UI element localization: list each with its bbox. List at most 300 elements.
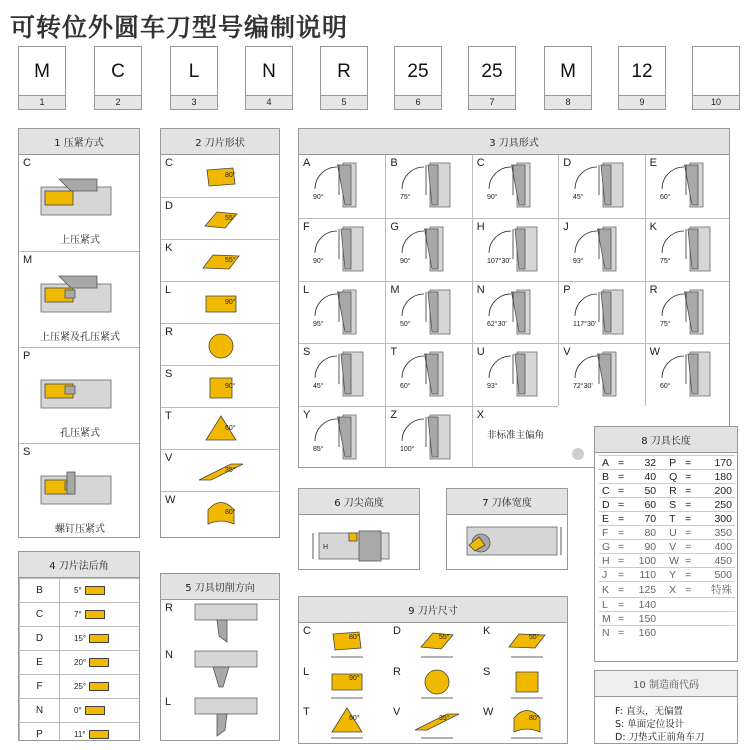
tool-form-diagram [299, 407, 385, 468]
tool-length-code-b: Q [659, 470, 682, 484]
clamping-caption: 螺钉压紧式 [55, 524, 105, 535]
clearance-code: B [20, 579, 60, 603]
insert-shape-code: D [165, 200, 173, 212]
insert-shape-angle: 55° [225, 215, 236, 222]
insert-size-angle: 60° [349, 715, 360, 723]
tool-form-code: Y [303, 409, 311, 422]
insert-shape-code: L [165, 284, 172, 296]
tool-form-cell [385, 281, 471, 344]
clearance-insert-icon [85, 610, 105, 619]
tool-length-code-a: L [599, 598, 615, 612]
tool-form-diagram [386, 344, 472, 407]
tool-length-code-b: T [659, 512, 682, 526]
tool-form-code: B [390, 157, 398, 169]
tool-length-code-a: H [599, 554, 615, 568]
tool-length-eq-b: = [682, 554, 694, 568]
tool-form-cell [472, 343, 558, 406]
clearance-cell [60, 651, 141, 675]
insert-size-angle: 35° [439, 715, 450, 723]
clearance-insert-icon [89, 730, 109, 739]
insert-size-code: R [393, 665, 401, 678]
tool-length-value-b: 170 [694, 456, 735, 470]
tool-form-code: N [476, 283, 485, 296]
tool-form-code: A [303, 157, 311, 169]
tool-length-code-a: D [599, 498, 615, 512]
tool-length-eq-b: = [682, 526, 694, 540]
insert-shape-icon [161, 282, 280, 324]
tool-length-value-a: 140 [627, 598, 659, 612]
tool-length-code-a: C [599, 484, 615, 498]
tool-form-angle: 50° [400, 320, 411, 328]
cutting-direction-title: 5 刀具切削方向 [161, 574, 279, 600]
clearance-code: D [20, 627, 60, 651]
tool-form-diagram [473, 155, 559, 218]
tool-length-row [599, 598, 735, 612]
tool-length-code-a: B [599, 470, 615, 484]
tool-length-eq-a: = [615, 540, 627, 554]
clearance-row [20, 675, 141, 699]
clearance-code: E [20, 651, 60, 675]
tool-form-diagram [299, 344, 385, 407]
tool-length-code-b: U [659, 526, 682, 540]
tool-form-diagram [299, 219, 385, 282]
clamping-diagram [19, 169, 140, 229]
tool-form-angle: 75° [659, 320, 671, 328]
tool-form-angle: 85° [313, 446, 324, 454]
tool-form-caption: 非标准主偏角 [486, 430, 544, 442]
tool-form-angle: 117°30' [573, 320, 597, 328]
tool-form-code: K [649, 220, 657, 233]
clearance-cell [60, 627, 141, 651]
tool-form-cell [472, 218, 558, 281]
clearance-angle: 11° [74, 730, 86, 739]
code-index: 5 [321, 95, 367, 109]
tool-form-diagram [299, 282, 385, 345]
manufacturer-line-3: D: 刀垫式正前角车刀 [615, 732, 705, 743]
cutting-direction-diagram [161, 600, 280, 647]
tool-length-eq-b: = [682, 456, 694, 470]
clamping-caption: 孔压紧式 [60, 428, 100, 439]
clamping-cell [19, 251, 140, 347]
clearance-code: C [20, 603, 60, 627]
tool-length-value-b [694, 626, 735, 640]
code-index: 9 [619, 95, 665, 109]
cutting-direction-code: R [165, 602, 173, 614]
insert-size-angle: 55° [439, 634, 450, 641]
tool-length-value-a: 70 [627, 512, 659, 526]
clearance-cell [60, 723, 141, 742]
tool-form-cell [645, 343, 730, 406]
clamping-panel [18, 128, 140, 538]
insert-size-icon [299, 623, 389, 663]
clamping-code: S [23, 446, 31, 458]
insert-shape-icon [161, 408, 280, 450]
code-value: C [111, 61, 125, 82]
manufacturer-line-1: F: 直头，无偏置 [615, 706, 683, 717]
clearance-insert-icon [89, 658, 109, 667]
tool-form-cell [385, 406, 471, 468]
clearance-angle: 5° [74, 586, 82, 595]
clamping-code: C [23, 157, 31, 169]
tool-form-panel [298, 128, 730, 468]
tool-length-eq-a: = [615, 498, 627, 512]
tool-length-row [599, 526, 735, 540]
tool-length-value-a: 40 [627, 470, 659, 484]
tool-length-code-b [659, 612, 682, 626]
tool-length-value-a: 160 [627, 626, 659, 640]
code-box [394, 46, 442, 110]
tool-length-eq-b: = [682, 484, 694, 498]
tool-form-cell [385, 155, 471, 218]
tool-length-value-b: 500 [694, 568, 735, 582]
tool-length-value-b: 200 [694, 484, 735, 498]
tool-length-value-b: 350 [694, 526, 735, 540]
tool-length-row [599, 568, 735, 582]
body-width-panel [446, 488, 568, 570]
code-box [692, 46, 740, 110]
insert-size-code: V [393, 706, 401, 719]
tool-form-diagram [386, 155, 472, 218]
insert-size-icon [299, 664, 389, 704]
tool-form-diagram [559, 219, 645, 282]
insert-shape-cell [161, 491, 280, 533]
insert-shape-angle: 90° [225, 383, 236, 390]
tool-form-angle: 75° [400, 194, 411, 201]
insert-size-code: D [393, 625, 401, 637]
tool-form-code: J [563, 220, 569, 233]
tool-length-code-a: J [599, 568, 615, 582]
code-index: 3 [171, 95, 217, 109]
insert-size-code: C [303, 625, 311, 637]
code-value: M [34, 61, 50, 82]
insert-size-icon [479, 704, 568, 744]
tool-form-cell [558, 218, 644, 281]
tool-form-diagram [473, 219, 559, 282]
tool-form-angle: 93° [486, 383, 498, 391]
insert-shape-icon [161, 240, 280, 282]
insert-size-icon [389, 704, 479, 744]
tool-length-code-b: Y [659, 568, 682, 582]
insert-shape-code: V [165, 452, 173, 464]
tool-form-cell [472, 155, 558, 218]
tool-length-code-b [659, 626, 682, 640]
tool-length-eq-a: = [615, 554, 627, 568]
clamping-code: P [23, 350, 31, 362]
tool-form-code: E [649, 157, 657, 169]
tool-length-value-a: 110 [627, 568, 659, 582]
clearance-cell [60, 603, 141, 627]
tool-length-eq-b: = [682, 582, 694, 598]
tool-length-eq-b: = [682, 498, 694, 512]
clamping-caption: 上压紧式 [60, 235, 100, 246]
tool-length-value-b: 300 [694, 512, 735, 526]
tool-form-angle: 72°30' [573, 383, 593, 391]
code-value [693, 47, 739, 97]
tool-length-row [599, 540, 735, 554]
clamping-title: 1 压紧方式 [19, 129, 139, 155]
manufacturer-line-2: S: 单面定位设计 [615, 719, 685, 730]
tool-form-diagram [473, 282, 559, 345]
tip-height-panel [298, 488, 420, 570]
tool-length-eq-a: = [615, 598, 627, 612]
insert-size-code: L [303, 665, 310, 678]
tool-length-code-b: R [659, 484, 682, 498]
tool-length-code-a: K [599, 582, 615, 598]
clearance-insert-icon [89, 682, 109, 691]
tool-length-eq-a: = [615, 470, 627, 484]
insert-size-icon [389, 623, 479, 663]
tool-form-angle: 60° [659, 383, 671, 391]
tool-form-cell [645, 281, 730, 344]
code-index: 1 [19, 95, 65, 109]
tool-form-title: 3 刀具形式 [299, 129, 729, 155]
tool-length-value-a: 125 [627, 582, 659, 598]
code-box [245, 46, 293, 110]
tool-form-angle: 75° [659, 257, 671, 265]
manufacturer-panel [594, 670, 738, 744]
tool-length-code-b: W [659, 554, 682, 568]
tool-form-cell [299, 218, 385, 281]
cutting-direction-cell [161, 694, 280, 741]
insert-size-cell [389, 623, 479, 664]
clearance-row [20, 627, 141, 651]
tool-length-value-b [694, 598, 735, 612]
code-index: 8 [545, 95, 591, 109]
insert-size-code: W [483, 706, 494, 719]
tool-length-eq-b [682, 612, 694, 626]
tool-length-row [599, 512, 735, 526]
tool-length-code-a: A [599, 456, 615, 470]
code-value: M [560, 61, 576, 82]
insert-size-code: T [303, 706, 310, 719]
body-width-diagram [447, 515, 568, 570]
tool-form-diagram [646, 282, 730, 345]
body-width-title: 7 刀体宽度 [447, 489, 567, 515]
tool-form-angle: 95° [313, 320, 324, 328]
clearance-insert-icon [89, 634, 109, 643]
code-value: N [262, 61, 276, 82]
tool-form-angle: 45° [313, 383, 324, 391]
clearance-cell [60, 675, 141, 699]
tool-length-eq-a: = [615, 626, 627, 640]
tool-length-code-b: P [659, 456, 682, 470]
code-value: L [188, 61, 200, 82]
tool-form-angle: 100° [400, 446, 415, 454]
cutting-direction-cell [161, 647, 280, 694]
clamping-diagram [19, 266, 140, 326]
tool-length-value-a: 60 [627, 498, 659, 512]
code-index: 4 [246, 95, 292, 109]
tool-length-value-b: 250 [694, 498, 735, 512]
tool-form-code: P [563, 283, 571, 296]
insert-size-angle: 80° [529, 715, 540, 723]
insert-size-code: S [483, 665, 491, 678]
tool-form-angle: 60° [400, 383, 411, 391]
insert-shape-code: K [165, 242, 173, 254]
tool-length-eq-a: = [615, 456, 627, 470]
tool-form-cell [558, 155, 644, 218]
clearance-code: P [20, 723, 60, 742]
tool-form-angle: 62°30' [486, 320, 507, 328]
code-value: 25 [407, 61, 429, 82]
clearance-title: 4 刀片法后角 [19, 552, 139, 578]
tool-length-row [599, 554, 735, 568]
insert-shape-angle: 55° [225, 257, 236, 264]
insert-size-icon [299, 704, 389, 744]
insert-size-icon [479, 664, 568, 704]
clearance-row [20, 723, 141, 742]
tool-form-angle: 93° [573, 257, 584, 265]
tool-form-code: Z [390, 409, 398, 422]
tool-form-diagram [559, 344, 645, 407]
insert-shape-angle: 80° [225, 172, 236, 179]
tool-length-row [599, 470, 735, 484]
clearance-table [19, 578, 140, 741]
code-box [18, 46, 66, 110]
tool-length-value-b: 450 [694, 554, 735, 568]
tool-form-angle: 90° [400, 257, 411, 265]
insert-shape-icon [161, 324, 280, 366]
tool-length-value-a: 150 [627, 612, 659, 626]
insert-size-angle: 90° [349, 674, 360, 682]
cutting-direction-panel [160, 573, 280, 741]
clearance-row [20, 699, 141, 723]
insert-shape-code: R [165, 326, 173, 338]
code-box [618, 46, 666, 110]
code-box [544, 46, 592, 110]
clearance-angle: 0° [74, 706, 82, 715]
tool-form-diagram [559, 282, 645, 345]
tool-form-code: G [390, 220, 399, 233]
clearance-row [20, 603, 141, 627]
tool-length-code-a: N [599, 626, 615, 640]
tool-length-eq-b: = [682, 470, 694, 484]
cutting-direction-code: L [165, 696, 172, 708]
tool-length-value-a: 90 [627, 540, 659, 554]
insert-size-cell [299, 623, 389, 664]
tool-form-cell [645, 155, 730, 218]
tip-height-diagram [299, 515, 420, 570]
cutting-direction-diagram [161, 647, 280, 694]
insert-shape-icon [161, 492, 280, 534]
tool-length-title: 8 刀具长度 [595, 427, 737, 453]
tool-length-value-b: 特殊 [694, 582, 735, 598]
code-index: 2 [95, 95, 141, 109]
tool-length-row [599, 484, 735, 498]
tool-form-cell [385, 218, 471, 281]
tool-length-code-a: F [599, 526, 615, 540]
cutting-direction-diagram [161, 694, 280, 741]
tool-length-table [599, 455, 735, 640]
tool-length-eq-a: = [615, 612, 627, 626]
insert-size-icon [479, 623, 568, 663]
insert-shape-code: S [165, 368, 173, 380]
tool-form-cell [472, 281, 558, 344]
clamping-cell [19, 347, 140, 443]
insert-shape-angle: 35° [225, 467, 236, 474]
tool-length-code-a: M [599, 612, 615, 626]
tool-form-cell [299, 155, 385, 218]
tool-length-code-b: S [659, 498, 682, 512]
tool-form-code: F [303, 220, 310, 233]
code-index: 6 [395, 95, 441, 109]
tool-length-eq-b: = [682, 512, 694, 526]
tool-form-cell [385, 343, 471, 406]
tool-length-code-a: G [599, 540, 615, 554]
insert-shape-icon [161, 366, 280, 408]
tool-form-diagram [559, 155, 645, 218]
connector-dot [572, 448, 584, 460]
insert-shape-code: C [165, 157, 173, 169]
insert-size-panel [298, 596, 568, 744]
insert-size-cell [479, 623, 568, 664]
tool-length-row [599, 498, 735, 512]
tool-form-diagram [646, 155, 730, 218]
tool-form-diagram [646, 344, 730, 407]
tool-form-cell [472, 406, 558, 468]
tool-form-cell [299, 406, 385, 468]
code-box [170, 46, 218, 110]
tool-length-eq-a: = [615, 568, 627, 582]
insert-shape-cell [161, 155, 280, 197]
tool-length-row [599, 626, 735, 640]
tool-form-angle: 60° [659, 194, 671, 201]
insert-size-cell [299, 664, 389, 705]
insert-size-cell [299, 704, 389, 744]
tool-length-code-b: X [659, 582, 682, 598]
tool-form-code: S [303, 346, 311, 359]
insert-shape-cell [161, 239, 280, 281]
svg-text:H: H [323, 544, 329, 551]
page-title: 可转位外圆车刀型号编制说明 [10, 13, 349, 42]
tool-length-eq-a: = [615, 484, 627, 498]
tool-form-code: L [303, 283, 310, 296]
clamping-diagram [19, 362, 140, 422]
clamping-cell [19, 155, 140, 251]
clearance-angle: 20° [74, 658, 87, 667]
tool-length-eq-b [682, 598, 694, 612]
tool-form-code: X [476, 409, 485, 422]
tool-form-code: D [563, 157, 572, 169]
code-box [320, 46, 368, 110]
insert-shape-cell [161, 407, 280, 449]
cutting-direction-code: N [165, 649, 173, 661]
clamping-caption: 上压紧及孔压紧式 [40, 332, 120, 343]
tool-form-diagram [646, 219, 730, 282]
insert-shape-panel [160, 128, 280, 538]
insert-shape-code: T [165, 410, 172, 422]
tool-form-code: H [476, 220, 485, 233]
manufacturer-title: 10 制造商代码 [595, 671, 737, 697]
code-index: 7 [469, 95, 515, 109]
tool-form-code: M [390, 283, 400, 296]
code-box [94, 46, 142, 110]
tool-length-panel [594, 426, 738, 662]
tool-form-angle: 90° [486, 194, 498, 201]
clearance-cell [60, 699, 141, 723]
tool-length-row [599, 456, 735, 470]
insert-shape-cell [161, 197, 280, 239]
tool-length-eq-a: = [615, 582, 627, 598]
clearance-angle: 15° [74, 634, 87, 643]
insert-size-title: 9 刀片尺寸 [299, 597, 567, 623]
tool-form-diagram [473, 344, 559, 407]
tool-length-value-b: 180 [694, 470, 735, 484]
tool-form-code: V [563, 346, 571, 359]
tool-form-code: T [390, 346, 398, 359]
tool-form-cell [558, 343, 644, 406]
clearance-angle: 7° [74, 610, 82, 619]
